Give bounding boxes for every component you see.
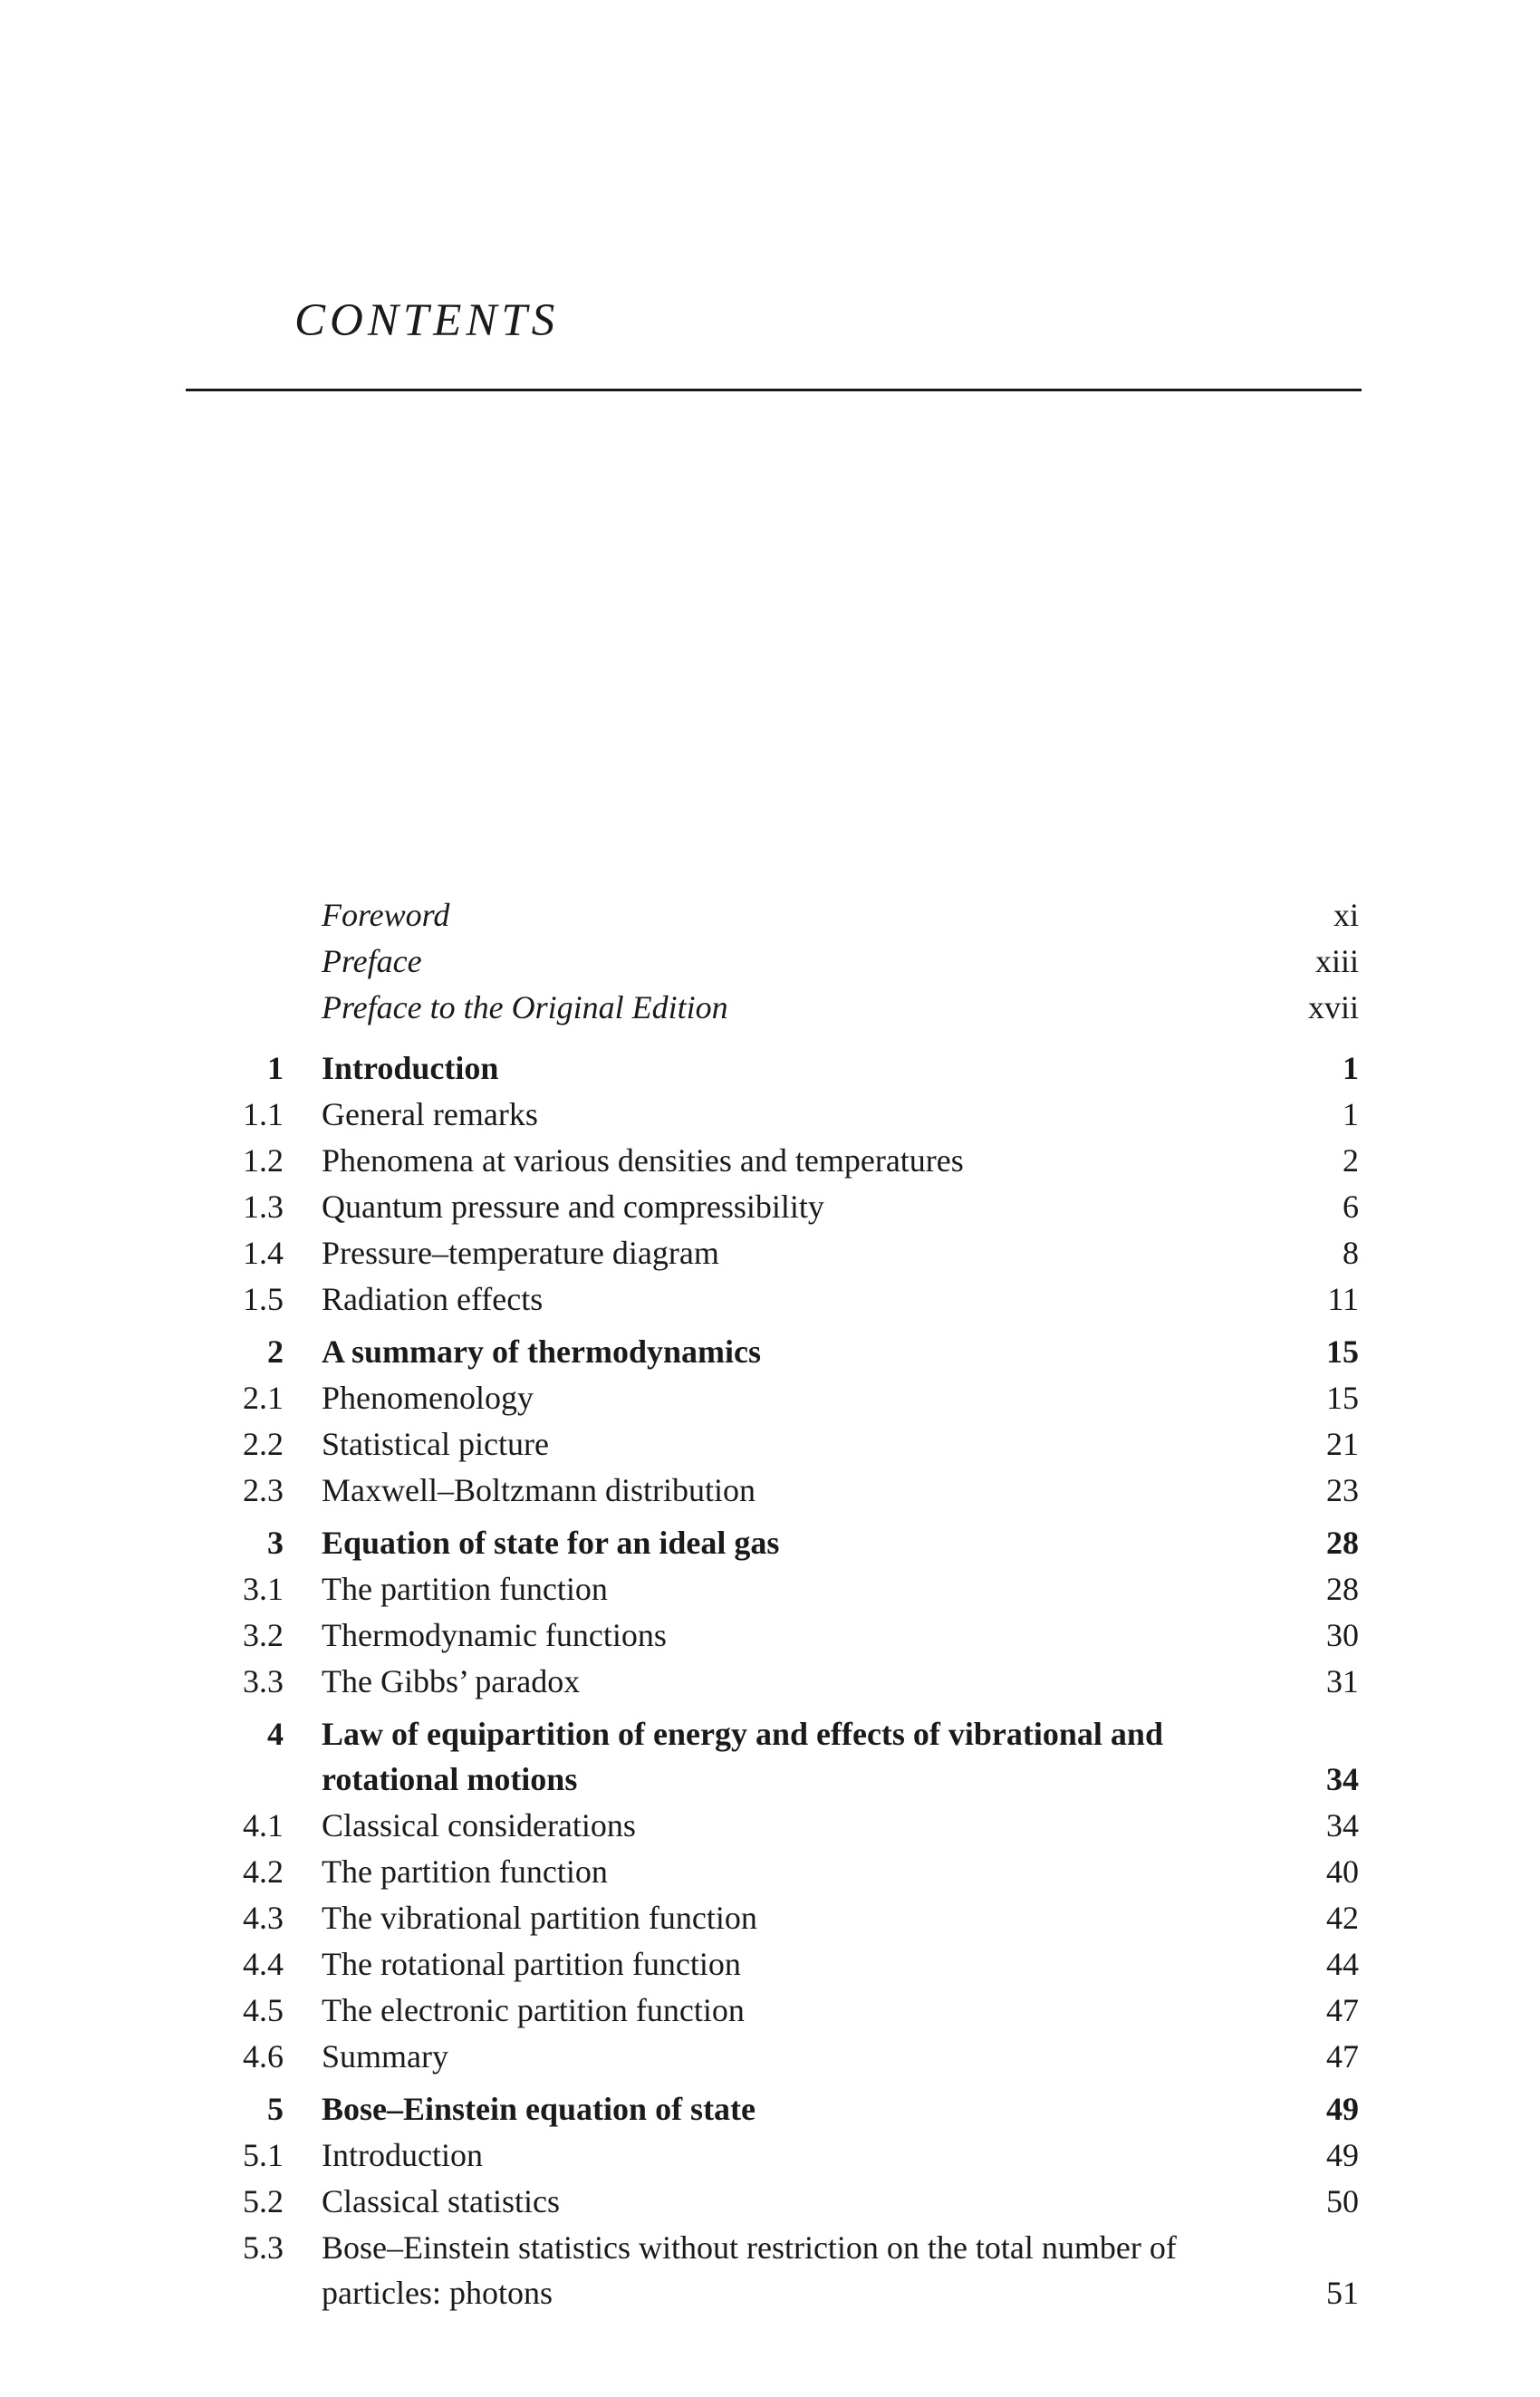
- chapter-page: 15: [1326, 1333, 1359, 1370]
- toc-section-4-2[interactable]: [0, 1849, 1540, 1894]
- toc-entry-page: xvii: [1307, 989, 1359, 1025]
- section-number: 4.5: [243, 1992, 284, 2028]
- toc-entry-foreword[interactable]: [0, 892, 1540, 938]
- chapter-number: 5: [267, 2091, 284, 2127]
- toc-chapter-4[interactable]: [0, 1711, 1540, 1802]
- toc-section-1-3[interactable]: [0, 1184, 1540, 1229]
- chapter-title: Introduction: [322, 1050, 499, 1086]
- toc-entry-preface-original-edition[interactable]: [0, 985, 1540, 1030]
- toc-section-5-2[interactable]: [0, 2179, 1540, 2224]
- section-number: 2.3: [243, 1472, 284, 1508]
- section-title: The Gibbs’ paradox: [322, 1663, 581, 1699]
- section-title: Classical considerations: [322, 1807, 636, 1843]
- section-page: 23: [1326, 1472, 1359, 1508]
- section-number: 5.1: [243, 2137, 284, 2173]
- section-page: 6: [1343, 1189, 1359, 1225]
- chapter-number: 1: [267, 1050, 284, 1086]
- section-number: 3.2: [243, 1617, 284, 1653]
- toc-section-2-1[interactable]: [0, 1375, 1540, 1420]
- toc-section-3-1[interactable]: [0, 1566, 1540, 1612]
- toc-section-5-3[interactable]: [0, 2225, 1540, 2315]
- section-title: Phenomena at various densities and temperatures: [322, 1142, 964, 1179]
- section-title: Pressure–temperature diagram: [322, 1235, 719, 1271]
- section-page: 47: [1326, 2038, 1359, 2075]
- chapter-page: 1: [1343, 1050, 1359, 1086]
- section-title: General remarks: [322, 1096, 538, 1132]
- toc-section-3-3[interactable]: [0, 1659, 1540, 1704]
- chapter-number: 4: [267, 1716, 284, 1752]
- section-number: 2.2: [243, 1426, 284, 1462]
- chapter-page: 49: [1326, 2091, 1359, 2127]
- section-number: 4.2: [243, 1853, 284, 1890]
- toc-entry-preface[interactable]: [0, 939, 1540, 984]
- toc-section-1-5[interactable]: [0, 1276, 1540, 1322]
- section-title: Bose–Einstein statistics without restriction on the total number of particles: photons: [322, 2229, 1177, 2311]
- section-number: 5.2: [243, 2183, 284, 2219]
- section-page: 47: [1326, 1992, 1359, 2028]
- section-page: 8: [1343, 1235, 1359, 1271]
- section-page: 31: [1326, 1663, 1359, 1699]
- toc-section-4-4[interactable]: [0, 1941, 1540, 1987]
- chapter-title: Bose–Einstein equation of state: [322, 2091, 756, 2127]
- section-title: Maxwell–Boltzmann distribution: [322, 1472, 756, 1508]
- section-number: 2.1: [243, 1380, 284, 1416]
- section-title: The rotational partition function: [322, 1946, 741, 1982]
- toc-section-2-2[interactable]: [0, 1421, 1540, 1467]
- toc-section-4-1[interactable]: [0, 1803, 1540, 1848]
- section-page: 44: [1326, 1946, 1359, 1982]
- section-page: 42: [1326, 1900, 1359, 1936]
- section-title: The vibrational partition function: [322, 1900, 757, 1936]
- toc-section-3-2[interactable]: [0, 1612, 1540, 1658]
- section-page: 2: [1343, 1142, 1359, 1179]
- chapter-number: 3: [267, 1525, 284, 1561]
- section-number: 1.2: [243, 1142, 284, 1179]
- section-title: The partition function: [322, 1853, 608, 1890]
- toc-chapter-1[interactable]: [0, 1045, 1540, 1091]
- toc-section-5-1[interactable]: [0, 2132, 1540, 2178]
- section-page: 49: [1326, 2137, 1359, 2173]
- toc-entry-page: xiii: [1314, 943, 1359, 979]
- toc-section-1-2[interactable]: [0, 1138, 1540, 1183]
- section-number: 1.4: [243, 1235, 284, 1271]
- chapter-number: 2: [267, 1333, 284, 1370]
- chapter-page: 34: [1326, 1761, 1359, 1797]
- toc-section-4-6[interactable]: [0, 2034, 1540, 2079]
- toc-section-4-3[interactable]: [0, 1895, 1540, 1940]
- toc-chapter-5[interactable]: [0, 2086, 1540, 2132]
- section-number: 1.5: [243, 1281, 284, 1317]
- section-page: 30: [1326, 1617, 1359, 1653]
- chapter-title: Equation of state for an ideal gas: [322, 1525, 780, 1561]
- section-title: Introduction: [322, 2137, 483, 2173]
- page-title: CONTENTS: [294, 295, 560, 346]
- section-title: Classical statistics: [322, 2183, 560, 2219]
- section-number: 1.1: [243, 1096, 284, 1132]
- section-title: Phenomenology: [322, 1380, 534, 1416]
- toc-section-1-1[interactable]: [0, 1092, 1540, 1137]
- section-page: 28: [1326, 1571, 1359, 1607]
- section-number: 4.4: [243, 1946, 284, 1982]
- section-number: 4.1: [243, 1807, 284, 1843]
- toc-chapter-2[interactable]: [0, 1329, 1540, 1374]
- section-page: 11: [1327, 1281, 1359, 1317]
- toc-section-2-3[interactable]: [0, 1468, 1540, 1513]
- toc-entry-title: Preface to the Original Edition: [322, 989, 728, 1025]
- chapter-page: 28: [1326, 1525, 1359, 1561]
- section-page: 34: [1326, 1807, 1359, 1843]
- section-number: 1.3: [243, 1189, 284, 1225]
- section-page: 15: [1326, 1380, 1359, 1416]
- section-title: Summary: [322, 2038, 448, 2075]
- chapter-title: A summary of thermodynamics: [322, 1333, 761, 1370]
- toc-section-1-4[interactable]: [0, 1230, 1540, 1276]
- section-page: 1: [1343, 1096, 1359, 1132]
- section-number: 4.6: [243, 2038, 284, 2075]
- section-title: The partition function: [322, 1571, 608, 1607]
- section-page: 50: [1326, 2183, 1359, 2219]
- section-number: 5.3: [243, 2229, 284, 2266]
- section-title: Radiation effects: [322, 1281, 544, 1317]
- toc-entry-title: Preface: [322, 943, 422, 979]
- toc-section-4-5[interactable]: [0, 1988, 1540, 2033]
- section-page: 51: [1326, 2275, 1359, 2311]
- section-number: 3.3: [243, 1663, 284, 1699]
- toc-entry-title: Foreword: [322, 897, 450, 933]
- section-title: The electronic partition function: [322, 1992, 745, 2028]
- section-title: Quantum pressure and compressibility: [322, 1189, 824, 1225]
- section-title: Statistical picture: [322, 1426, 549, 1462]
- toc-chapter-3[interactable]: [0, 1520, 1540, 1565]
- section-page: 40: [1326, 1853, 1359, 1890]
- chapter-title: Law of equipartition of energy and effects of vibrational and rotational motions: [322, 1716, 1163, 1797]
- section-title: Thermodynamic functions: [322, 1617, 667, 1653]
- section-number: 4.3: [243, 1900, 284, 1936]
- section-number: 3.1: [243, 1571, 284, 1607]
- toc-entry-page: xi: [1333, 897, 1359, 933]
- section-page: 21: [1326, 1426, 1359, 1462]
